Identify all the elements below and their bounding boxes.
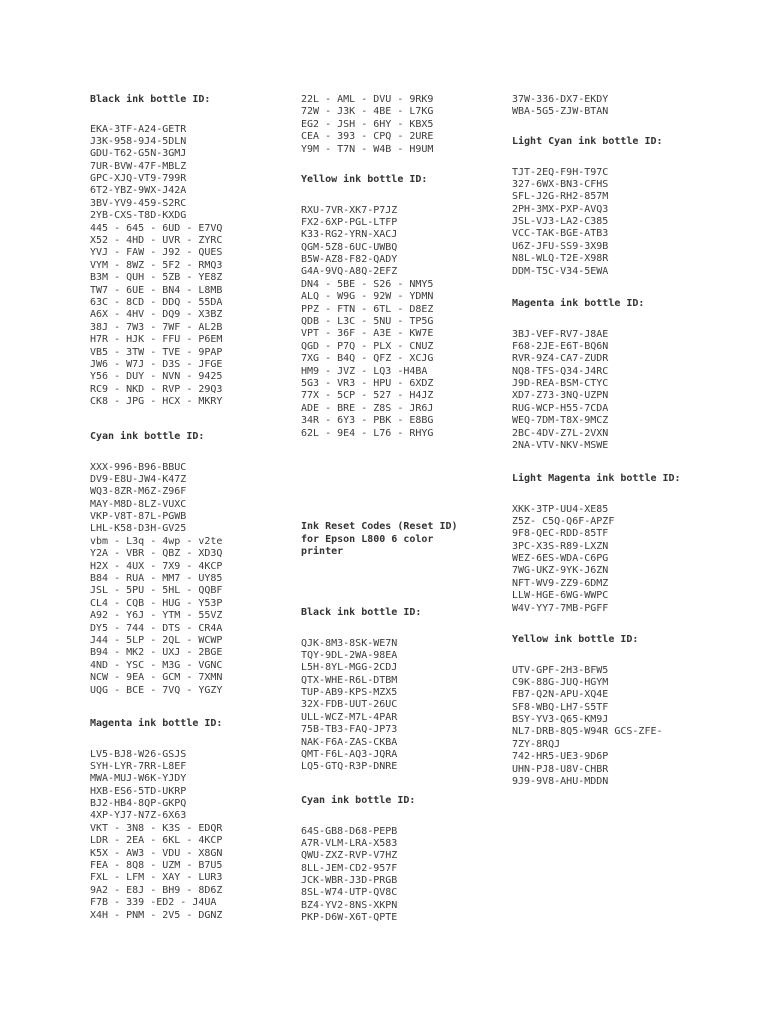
ink-code: A92 - Y6J - YTM - 55VZ: [90, 610, 223, 622]
ink-code: A6X - 4HV - DQ9 - X3BZ: [90, 309, 223, 321]
ink-code: LDR - 2EA - 6KL - 4KCP: [90, 835, 223, 847]
ink-code: H7R - HJK - FFU - P6EM: [90, 334, 223, 346]
magenta-ink-section: [90, 718, 280, 922]
ink-code: SFL-J2G-RH2-857M: [512, 191, 609, 203]
section-heading: Cyan ink bottle ID:: [301, 795, 416, 806]
ink-code: UTV-GPF-2H3-BFW5: [512, 664, 609, 676]
ink-code: K33-RG2-YRN-XACJ: [301, 229, 398, 241]
code-list: [90, 462, 280, 697]
light-cyan-ink-section: [512, 136, 742, 278]
ink-code: BSY-YV3-Q65-KM9J: [512, 714, 609, 726]
cyan-ink-section: [301, 795, 501, 925]
ink-code: FX2-6XP-PGL-LTFP: [301, 216, 398, 228]
ink-code: CEA - 393 - CPQ - 2URE: [301, 131, 434, 143]
ink-code: JCK-WBR-J3D-PRGB: [301, 875, 398, 887]
ink-code: UHN-PJ8-U8V-CHBR: [512, 763, 609, 775]
ink-code: TUP-AB9-KPS-MZX5: [301, 687, 398, 699]
ink-code: 63C - 8CD - DDQ - 55DA: [90, 296, 223, 308]
ink-code: NFT-WV9-ZZ9-6DMZ: [512, 577, 609, 589]
ink-code: X52 - 4HD - UVR - ZYRC: [90, 235, 223, 247]
section-heading: Black ink bottle ID:: [301, 607, 422, 618]
ink-code: L5H-8YL-MGG-2CDJ: [301, 662, 398, 674]
ink-code: MWA-MUJ-W6K-YJDY: [90, 773, 187, 785]
ink-code: J9D-REA-BSM-CTYC: [512, 378, 609, 390]
ink-code: LLW-HGE-6WG-WWPC: [512, 590, 609, 602]
light-magenta-ink-section: [512, 473, 742, 615]
ink-code: QWU-ZXZ-RVP-V7HZ: [301, 850, 398, 862]
ink-code: 22L - AML - DVU - 9RK9: [301, 94, 434, 105]
ink-code: B5W-AZ8-F82-QADY: [301, 254, 398, 266]
ink-code: Z5Z- C5Q-Q6F-APZF: [512, 515, 615, 527]
ink-code: BZ4-YV2-8NS-XKPN: [301, 899, 398, 911]
ink-code: U6Z-JFU-SS9-3X9B: [512, 240, 609, 252]
magenta-ink-section: [512, 298, 742, 452]
continued-code-section: [512, 94, 742, 119]
ink-code: VB5 - 3TW - TVE - 9PAP: [90, 346, 223, 358]
section-heading: Light Cyan ink bottle ID:: [512, 136, 663, 147]
ink-code: VKT - 3N8 - K3S - EDQR: [90, 822, 223, 834]
ink-code: EKA-3TF-A24-GETR: [90, 123, 187, 135]
section-heading: Black ink bottle ID:: [90, 94, 211, 105]
ink-code: 37W-336-DX7-EKDY: [512, 94, 609, 105]
ink-code: HM9 - JVZ - LQ3 -H4BA: [301, 365, 428, 377]
ink-code: RC9 - NKD - RVP - 29Q3: [90, 383, 223, 395]
ink-code: 2YB-CXS-T8D-KXDG: [90, 210, 187, 222]
ink-code: 7ZY-8RQJ: [512, 738, 561, 750]
ink-code: ULL-WCZ-M7L-4PAR: [301, 711, 398, 723]
ink-code: 3PC-X3S-R89-LXZN: [512, 540, 609, 552]
ink-code: F68-2JE-E6T-BQ6N: [512, 340, 609, 352]
ink-code: UQG - BCE - 7VQ - YGZY: [90, 684, 223, 696]
ink-code: HXB-ES6-5TD-UKRP: [90, 785, 187, 797]
ink-code: FXL - LFM - XAY - LUR3: [90, 872, 223, 884]
section-heading: Magenta ink bottle ID:: [512, 298, 645, 309]
ink-code: SYH-LYR-7RR-L8EF: [90, 760, 187, 772]
ink-code: DY5 - 744 - DTS - CR4A: [90, 622, 223, 634]
ink-code: LQ5-GTQ-R3P-DNRE: [301, 761, 398, 773]
ink-code: 7UR-BVW-47F-MBLZ: [90, 160, 187, 172]
ink-code: F7B - 339 -ED2 - J4UA: [90, 897, 217, 909]
ink-code: Y9M - T7N - W4B - H9UM: [301, 143, 434, 155]
ink-code: TW7 - 6UE - BN4 - L8MB: [90, 284, 223, 296]
ink-code: NQ8-TFS-Q34-J4RC: [512, 365, 609, 377]
section-heading: Magenta ink bottle ID:: [90, 718, 223, 729]
ink-code: 4ND - YSC - M3G - VGNC: [90, 659, 223, 671]
ink-code: 4XP-YJ7-N7Z-6X63: [90, 810, 187, 822]
ink-code: DDM-T5C-V34-5EWA: [512, 265, 609, 277]
ink-code: RXU-7VR-XK7-P7JZ: [301, 204, 398, 216]
ink-code: 34R - 6Y3 - PBK - E8BG: [301, 415, 434, 427]
ink-code: B3M - QUH - 5ZB - YE8Z: [90, 272, 223, 284]
ink-code: J3K-958-9J4-5DLN: [90, 135, 187, 147]
ink-code: TQY-9DL-2WA-98EA: [301, 649, 398, 661]
ink-code: VCC-TAK-BGE-ATB3: [512, 228, 609, 240]
section-heading: Yellow ink bottle ID:: [301, 174, 428, 185]
ink-code: 9J9-9V8-AHU-MDDN: [512, 776, 609, 788]
ink-code: 62L - 9E4 - L76 - RHYG: [301, 427, 434, 439]
ink-code: NAK-F6A-ZAS-CKBA: [301, 736, 398, 748]
ink-code: VKP-V8T-87L-PGWB: [90, 511, 187, 523]
ink-code: 77X - 5CP - 527 - H4JZ: [301, 390, 434, 402]
cyan-ink-section: [90, 431, 280, 697]
ink-code: vbm - L3q - 4wp - v2te: [90, 535, 223, 547]
ink-code: VPT - 36F - A3E - KW7E: [301, 328, 434, 340]
ink-code: XKK-3TP-UU4-XE85: [512, 503, 609, 515]
ink-code: 72W - J3K - 4BE - L7KG: [301, 106, 434, 118]
code-list: [90, 749, 280, 922]
code-list: [512, 665, 742, 789]
code-list: [512, 94, 742, 119]
ink-code: 2NA-VTV-NKV-MSWE: [512, 440, 609, 452]
ink-code: CL4 - CQB - HUG - Y53P: [90, 597, 223, 609]
ink-code: EG2 - JSH - 6HY - KBX5: [301, 118, 434, 130]
code-list: [301, 94, 501, 156]
ink-code: Y56 - DUY - NVN - 9425: [90, 371, 223, 383]
ink-code: 327-6WX-BN3-CFHS: [512, 178, 609, 190]
ink-code: RVR-9Z4-CA7-ZUDR: [512, 353, 609, 365]
ink-code: JSL - 5PU - 5HL - QQBF: [90, 585, 223, 597]
ink-code: 8LL-JEM-CD2-957F: [301, 862, 398, 874]
ink-code: 38J - 7W3 - 7WF - AL2B: [90, 321, 223, 333]
ink-code: MAY-M8D-8LZ-VUXC: [90, 498, 187, 510]
code-list: [301, 826, 501, 925]
ink-code: QGD - P7Q - PLX - CNUZ: [301, 340, 434, 352]
ink-code: WEQ-7DM-T8X-9MCZ: [512, 415, 609, 427]
ink-code: J44 - 5LP - 2QL - WCWP: [90, 634, 223, 646]
ink-code: RUG-WCP-H55-7CDA: [512, 402, 609, 414]
ink-code: 7WG-UKZ-9YK-J6ZN: [512, 565, 609, 577]
ink-code: PPZ - FTN - 6TL - D8EZ: [301, 303, 434, 315]
ink-code: 9F8-QEC-RDD-85TF: [512, 528, 609, 540]
ink-code: 8SL-W74-UTP-QV8C: [301, 887, 398, 899]
ink-code: NL7-DRB-8Q5-W94R GCS-ZFE-: [512, 726, 663, 738]
ink-code: ALQ - W9G - 92W - YDMN: [301, 291, 434, 303]
ink-code: W4V-YY7-7MB-PGFF: [512, 602, 609, 614]
ink-code: QMT-F6L-AQ3-JQRA: [301, 749, 398, 761]
yellow-ink-section: [301, 174, 501, 440]
ink-code: GDU-T62-G5N-3GMJ: [90, 148, 187, 160]
ink-code: LHL-K58-D3H-GV25: [90, 523, 187, 535]
section-heading: Cyan ink bottle ID:: [90, 431, 205, 442]
ink-code: K5X - AW3 - VDU - X8GN: [90, 847, 223, 859]
ink-code: QTX-WHE-R6L-DTBM: [301, 674, 398, 686]
ink-code: 742-HR5-UE3-9D6P: [512, 751, 609, 763]
ink-code: SF8-WBQ-LH7-S5TF: [512, 701, 609, 713]
yellow-ink-section: [512, 634, 742, 788]
ink-code: CK8 - JPG - HCX - MKRY: [90, 396, 223, 408]
code-list: [90, 124, 280, 409]
ink-code: QGM-5Z8-6UC-UWBQ: [301, 241, 398, 253]
reset-codes-title-section: [301, 521, 476, 559]
ink-code: QDB - L3C - 5NU - TP5G: [301, 316, 434, 328]
ink-code: N8L-WLQ-T2E-X98R: [512, 253, 609, 265]
ink-code: YVJ - FAW - J92 - QUES: [90, 247, 223, 259]
ink-code: 9A2 - E8J - BH9 - 8D6Z: [90, 884, 223, 896]
section-heading: Light Magenta ink bottle ID:: [512, 473, 681, 484]
ink-code: FB7-Q2N-APU-XQ4E: [512, 689, 609, 701]
ink-code: XD7-Z73-3NQ-UZPN: [512, 390, 609, 402]
document-title: Ink Reset Codes (Reset ID) for Epson L800 6 color printer: [301, 521, 464, 557]
ink-code: G4A-9VQ-A8Q-2EFZ: [301, 266, 398, 278]
ink-code: H2X - 4UX - 7X9 - 4KCP: [90, 560, 223, 572]
ink-code: 7XG - B4Q - QFZ - XCJG: [301, 353, 434, 365]
black-ink-section: [90, 94, 280, 408]
ink-code: WEZ-6ES-WDA-C6PG: [512, 553, 609, 565]
ink-code: TJT-2EQ-F9H-T97C: [512, 166, 609, 178]
ink-code: PKP-D6W-X6T-QPTE: [301, 912, 398, 924]
ink-code: JW6 - W7J - D3S - JFGE: [90, 358, 223, 370]
ink-code: QJK-8M3-8SK-WE7N: [301, 637, 398, 649]
ink-code: FEA - 8Q8 - UZM - B7U5: [90, 860, 223, 872]
continued-code-section: [301, 94, 501, 156]
ink-code: BJ2-HB4-8QP-GKPQ: [90, 798, 187, 810]
ink-code: DN4 - 5BE - S26 - NMY5: [301, 278, 434, 290]
section-heading: Yellow ink bottle ID:: [512, 634, 639, 645]
ink-code: 64S-GB8-D68-PEPB: [301, 825, 398, 837]
code-list: [301, 205, 501, 440]
ink-code: 2PH-3MX-PXP-AVQ3: [512, 203, 609, 215]
ink-code: 445 - 645 - 6UD - E7VQ: [90, 222, 223, 234]
ink-code: 2BC-4DV-Z7L-2VXN: [512, 427, 609, 439]
ink-code: WQ3-8ZR-M6Z-Z96F: [90, 486, 187, 498]
ink-code: JSL-VJ3-LA2-C385: [512, 216, 609, 228]
code-list: [512, 504, 742, 616]
code-list: [512, 329, 742, 453]
ink-code: 3BV-YV9-459-S2RC: [90, 197, 187, 209]
ink-code: VYM - 8WZ - 5F2 - RMQ3: [90, 259, 223, 271]
ink-code: 5G3 - VR3 - HPU - 6XDZ: [301, 377, 434, 389]
ink-code: C9K-88G-JUQ-HGYM: [512, 676, 609, 688]
ink-code: X4H - PNM - 2V5 - DGNZ: [90, 909, 223, 921]
ink-code: XXX-996-B96-BBUC: [90, 461, 187, 473]
ink-code: WBA-5G5-ZJW-BTAN: [512, 106, 609, 118]
ink-code: 32X-FDB-UUT-26UC: [301, 699, 398, 711]
ink-code: LV5-BJ8-W26-GSJS: [90, 748, 187, 760]
ink-code: 75B-TB3-FAQ-JP73: [301, 724, 398, 736]
black-ink-section: [301, 607, 501, 774]
ink-code: 6T2-YBZ-9WX-J42A: [90, 185, 187, 197]
code-list: [301, 638, 501, 774]
ink-code: B94 - MK2 - UXJ - 2BGE: [90, 647, 223, 659]
ink-code: DV9-E8U-JW4-K47Z: [90, 473, 187, 485]
code-list: [512, 167, 742, 279]
ink-code: NCW - 9EA - GCM - 7XMN: [90, 672, 223, 684]
ink-code: Y2A - VBR - QBZ - XD3Q: [90, 548, 223, 560]
ink-code: 3BJ-VEF-RV7-J8AE: [512, 328, 609, 340]
ink-code: A7R-VLM-LRA-X583: [301, 837, 398, 849]
ink-code: ADE - BRE - Z8S - JR6J: [301, 402, 434, 414]
ink-code: GPC-XJQ-VT9-799R: [90, 173, 187, 185]
ink-code: B84 - RUA - MM7 - UY85: [90, 573, 223, 585]
